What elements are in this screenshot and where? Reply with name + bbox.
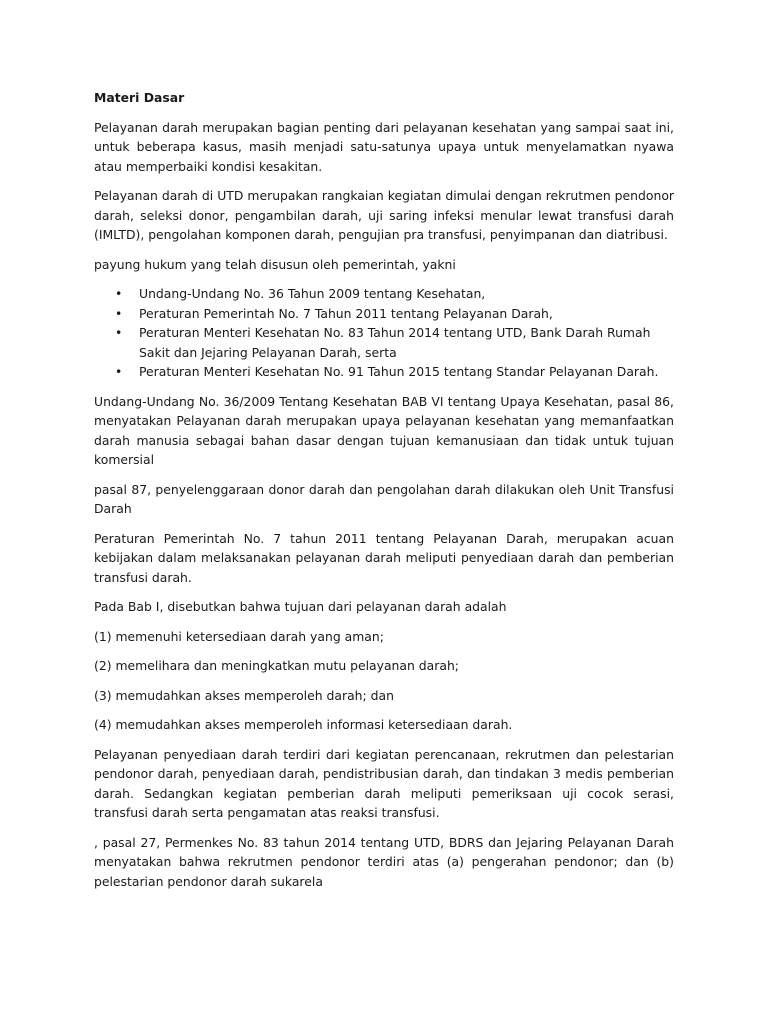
law-item bbox=[94, 284, 674, 304]
law-item bbox=[94, 323, 674, 362]
law-item-text: Peraturan Menteri Kesehatan No. 83 Tahun 2014 tentang UTD, Bank Darah Rumah Sakit dan Jejaring Pelayanan Darah, serta bbox=[139, 325, 651, 360]
bullet-icon: • bbox=[115, 286, 123, 301]
end-paragraph-1: Pelayanan penyediaan darah terdiri dari kegiatan perencanaan, rekrutmen dan pelestarian pendonor darah, penyediaan darah, pendistribusian darah, dan tindakan 3 medis pemberian darah. Sedangkan kegiatan pemberian darah meliputi pemeriksaan uji cocok serasi, transfusi darah serta pengamatan atas reaksi transfusi. bbox=[94, 746, 674, 820]
laws-list bbox=[94, 284, 674, 382]
middle-paragraph-2: pasal 87, penyelenggaraan donor darah dan pengolahan darah dilakukan oleh Unit Transfusi Darah bbox=[94, 481, 674, 516]
bullet-icon: • bbox=[115, 325, 123, 340]
goal-item-2: (2) memelihara dan meningkatkan mutu pelayanan darah; bbox=[94, 658, 459, 673]
law-item bbox=[94, 304, 674, 324]
law-item-text: Peraturan Pemerintah No. 7 Tahun 2011 tentang Pelayanan Darah, bbox=[139, 305, 553, 321]
intro-paragraph-3: payung hukum yang telah disusun oleh pemerintah, yakni bbox=[94, 256, 456, 272]
middle-paragraph-1: Undang-Undang No. 36/2009 Tentang Kesehatan BAB VI tentang Upaya Kesehatan, pasal 86, menyatakan Pelayanan darah merupakan upaya pelayanan kesehatan yang memanfaatkan darah manusia sebagai bahan dasar dengan tujuan kemanusiaan dan tidak untuk tujuan komersial bbox=[94, 393, 674, 467]
law-item-text: Undang-Undang No. 36 Tahun 2009 tentang Kesehatan, bbox=[139, 286, 486, 301]
intro-paragraph-2: Pelayanan darah di UTD merupakan rangkaian kegiatan dimulai dengan rekrutmen pendonor darah, seleksi donor, pengambilan darah, uji saring infeksi menular lewat transfusi darah (IMLTD), pengolahan komponen darah, pengujian pra transfusi, penyimpanan dan diatribusi. bbox=[94, 188, 674, 242]
goal-item-3: (3) memudahkan akses memperoleh darah; dan bbox=[94, 687, 394, 703]
document-page bbox=[94, 88, 674, 901]
intro-paragraph-1: Pelayanan darah merupakan bagian penting dari pelayanan kesehatan yang sampai saat ini, untuk beberapa kasus, masih menjadi satu-satunya upaya untuk menyelamatkan nyawa atau memperbaiki kondisi kesakitan. bbox=[94, 119, 674, 174]
law-item bbox=[94, 362, 674, 382]
goal-item-4: (4) memudahkan akses memperoleh informasi ketersediaan darah. bbox=[94, 717, 513, 732]
law-item-text: Peraturan Menteri Kesehatan No. 91 Tahun 2015 tentang Standar Pelayanan Darah. bbox=[139, 364, 659, 379]
document-title: Materi Dasar bbox=[94, 90, 185, 105]
end-paragraph-2: , pasal 27, Permenkes No. 83 tahun 2014 tentang UTD, BDRS dan Jejaring Pelayanan Darah menyatakan bahwa rekrutmen pendonor terdiri atas (a) pengerahan pendonor; dan (b) pelestarian pendonor darah sukarela bbox=[94, 834, 674, 889]
middle-paragraph-3: Peraturan Pemerintah No. 7 tahun 2011 tentang Pelayanan Darah, merupakan acuan kebijakan dalam melaksanakan pelayanan darah meliputi penyediaan darah dan pemberian transfusi darah. bbox=[94, 530, 674, 585]
middle-paragraph-4: Pada Bab I, disebutkan bahwa tujuan dari pelayanan darah adalah bbox=[94, 599, 507, 614]
goal-item-1: (1) memenuhi ketersediaan darah yang aman; bbox=[94, 628, 384, 644]
bullet-icon: • bbox=[115, 305, 123, 321]
bullet-icon: • bbox=[115, 364, 123, 379]
